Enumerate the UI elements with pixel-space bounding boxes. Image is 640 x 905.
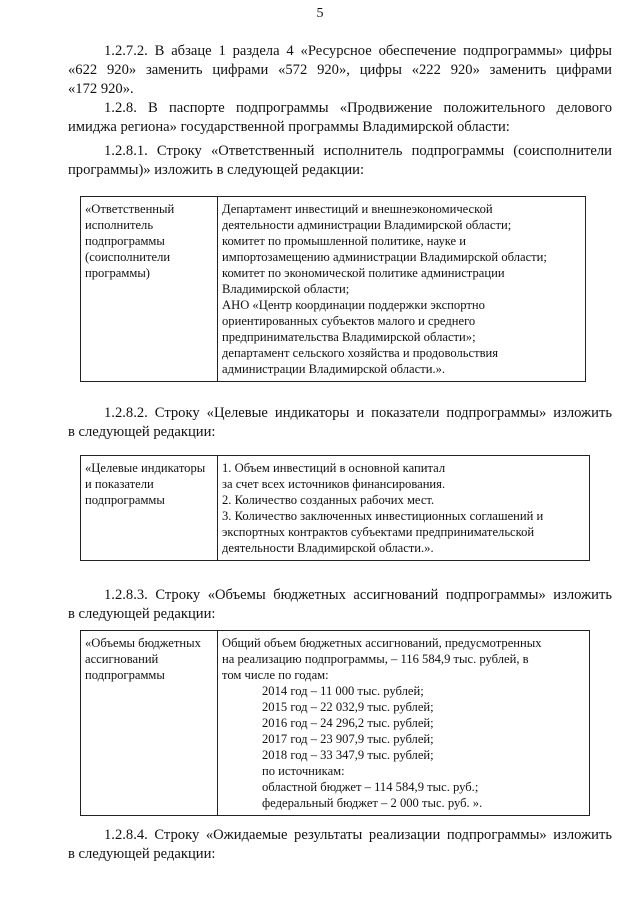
cell-line: комитет по промышленной политике, науке и (222, 234, 467, 248)
text-line: в следующей редакции: (68, 424, 216, 440)
text-line: «622 920» заменить цифрами «572 920», цифры «222 920» заменить цифрами (68, 62, 612, 78)
cell-line: подпрограммы (85, 493, 165, 507)
paragraph-1-2-7-2 (68, 42, 612, 99)
cell-line: Общий объем бюджетных ассигнований, предусмотренных (222, 636, 542, 650)
cell-line: «Целевые индикаторы (85, 461, 206, 475)
table-budget-allocations (80, 630, 590, 816)
cell-line: 1. Объем инвестиций в основной капитал (222, 461, 446, 475)
cell-line: комитет по экономической политике администрации (222, 266, 505, 280)
cell-line: администрации Владимирской области.». (222, 362, 446, 376)
cell-line: предпринимательства Владимирской области»; (222, 330, 476, 344)
text-line: «172 920». (68, 81, 134, 97)
cell-line: импортозамещению администрации Владимирской области; (222, 250, 547, 264)
cell-line: 2016 год – 24 296,2 тыс. рублей; (262, 716, 434, 730)
cell-line: по источникам: (262, 764, 345, 778)
paragraph-1-2-8-1 (68, 142, 612, 180)
cell-line: ориентированных субъектов малого и среднего (222, 314, 476, 328)
text-line: 1.2.8.2. Строку «Целевые индикаторы и показатели подпрограммы» изложить (104, 405, 612, 421)
cell-line: за счет всех источников финансирования. (222, 477, 446, 491)
cell-line: «Ответственный (85, 202, 175, 216)
cell-line: 2. Количество созданных рабочих мест. (222, 493, 435, 507)
text-line: в следующей редакции: (68, 606, 216, 622)
table-value-cell (218, 197, 586, 382)
cell-line: программы) (85, 266, 150, 280)
cell-line: 3. Количество заключенных инвестиционных соглашений и (222, 509, 544, 523)
cell-line: экспортных контрактов субъектами предпринимательской (222, 525, 535, 539)
text-line: 1.2.8.3. Строку «Объемы бюджетных ассигнований подпрограммы» изложить (104, 587, 612, 603)
cell-line: департамент сельского хозяйства и продовольствия (222, 346, 499, 360)
table-value-cell (218, 631, 590, 816)
text-line: программы)» изложить в следующей редакции: (68, 162, 365, 178)
table-label-cell (81, 456, 218, 561)
cell-line: Владимирской области; (222, 282, 350, 296)
text-line: имиджа региона» государственной программы Владимирской области: (68, 119, 510, 135)
text-line: в следующей редакции: (68, 846, 216, 862)
cell-line: деятельности Владимирской области.». (222, 541, 434, 555)
text-line: 1.2.7.2. В абзаце 1 раздела 4 «Ресурсное обеспечение подпрограммы» цифры (104, 43, 612, 59)
cell-line: 2018 год – 33 347,9 тыс. рублей; (262, 748, 434, 762)
cell-line: областной бюджет – 114 584,9 тыс. руб.; (262, 780, 479, 794)
cell-line: 2017 год – 23 907,9 тыс. рублей; (262, 732, 434, 746)
cell-line: Департамент инвестиций и внешнеэкономической (222, 202, 493, 216)
table-target-indicators (80, 455, 590, 561)
cell-line: деятельности администрации Владимирской области; (222, 218, 512, 232)
text-line: 1.2.8.1. Строку «Ответственный исполнитель подпрограммы (соисполнители (104, 143, 612, 159)
cell-line: федеральный бюджет – 2 000 тыс. руб. ». (262, 796, 483, 810)
paragraph-1-2-8 (68, 99, 612, 137)
text-line: 1.2.8. В паспорте подпрограммы «Продвижение положительного делового (104, 100, 612, 116)
paragraph-1-2-8-2 (68, 404, 612, 442)
table-label-cell (81, 631, 218, 816)
paragraph-1-2-8-3 (68, 586, 612, 624)
cell-line: 2014 год – 11 000 тыс. рублей; (262, 684, 424, 698)
text-line: 1.2.8.4. Строку «Ожидаемые результаты реализации подпрограммы» изложить (104, 827, 612, 843)
cell-line: подпрограммы (85, 668, 165, 682)
cell-line: и показатели (85, 477, 154, 491)
table-value-cell (218, 456, 590, 561)
cell-line: 2015 год – 22 032,9 тыс. рублей; (262, 700, 434, 714)
cell-line: АНО «Центр координации поддержки экспортно (222, 298, 485, 312)
cell-line: (соисполнители (85, 250, 171, 264)
cell-line: «Объемы бюджетных (85, 636, 201, 650)
paragraph-1-2-8-4 (68, 826, 612, 864)
page-number: 5 (316, 6, 324, 21)
cell-line: на реализацию подпрограммы, – 116 584,9 тыс. рублей, в (222, 652, 529, 666)
cell-line: том числе по годам: (222, 668, 329, 682)
cell-line: ассигнований (85, 652, 159, 666)
table-label-cell (81, 197, 218, 382)
cell-line: исполнитель (85, 218, 154, 232)
cell-line: подпрограммы (85, 234, 165, 248)
table-responsible-executor (80, 196, 586, 382)
